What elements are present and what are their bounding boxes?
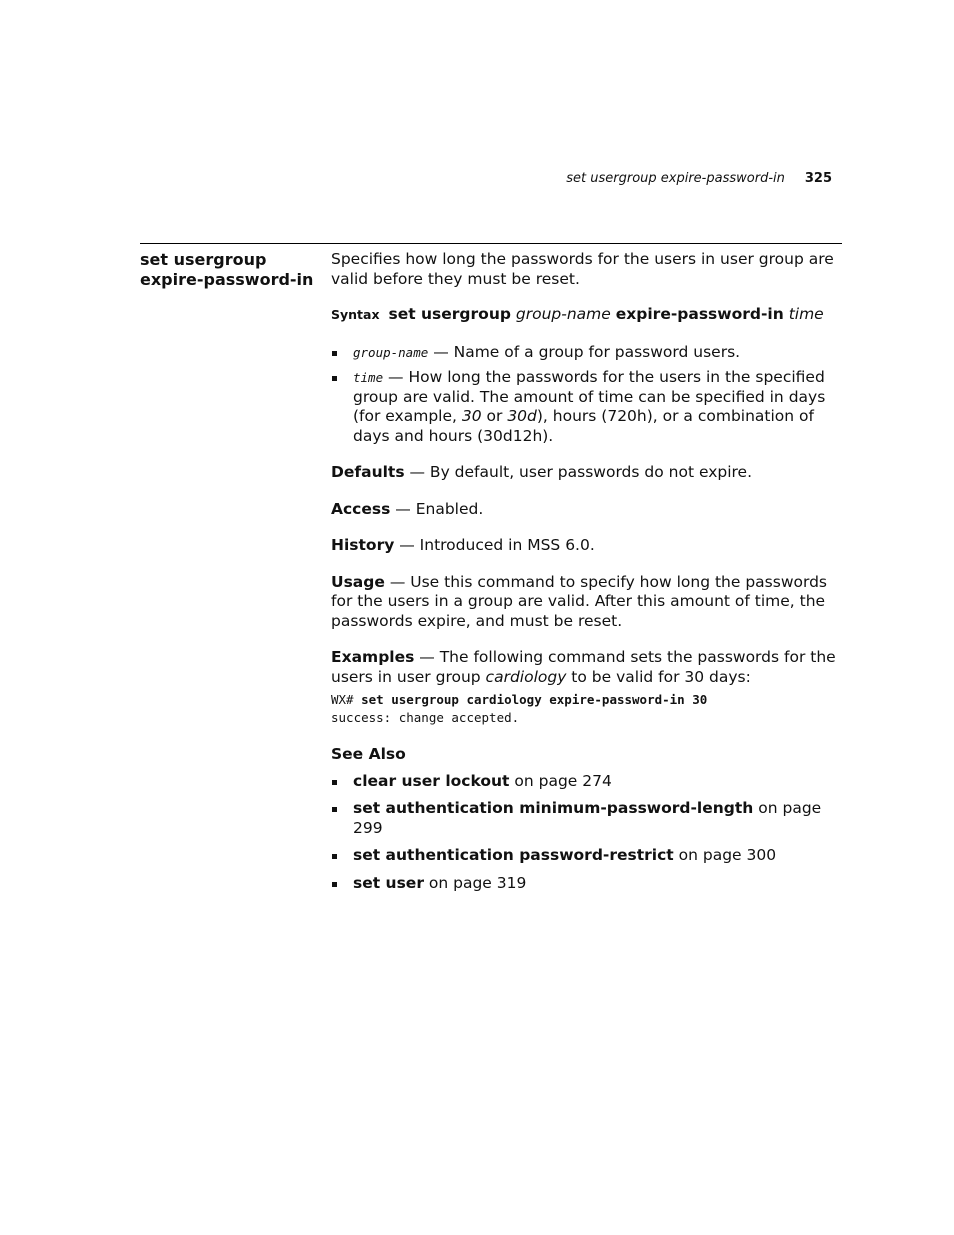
running-header (566, 171, 832, 186)
defaults-section (331, 463, 836, 483)
usage-text: — Use this command to specify how long the passwords for the users in a group are valid. After this amount of time, the passwords expire, and must be reset. (331, 572, 827, 630)
access-text: — Enabled. (390, 499, 484, 518)
param-name: group-name (353, 344, 429, 360)
see-also-link[interactable]: set authentication minimum-password-length (353, 799, 754, 817)
running-header-title: set usergroup expire-password-in (566, 171, 785, 186)
section-rule (140, 243, 842, 244)
examples-text-b: to be valid for 30 days: (566, 667, 751, 686)
param-or: or (481, 407, 508, 425)
command-heading (140, 250, 320, 290)
param-example-1: 30 (461, 407, 482, 425)
examples-group: cardiology (485, 667, 567, 686)
see-also-page: on page 274 (509, 771, 612, 790)
command-body (331, 250, 836, 901)
see-also-heading: See Also (331, 745, 406, 763)
syntax-line (331, 305, 836, 325)
command-heading-line2: expire-password-in (140, 270, 314, 289)
see-also-page: on page 299 (353, 799, 822, 837)
description: Specifies how long the passwords for the users in user group are valid before they must be reset. (331, 250, 834, 288)
syntax-arg2: time (788, 305, 824, 323)
see-also-list (331, 772, 836, 894)
syntax-label: Syntax (331, 307, 380, 322)
history-text: — Introduced in MSS 6.0. (394, 536, 595, 554)
see-also-item[interactable] (331, 874, 836, 894)
syntax-cmd1: set usergroup (388, 305, 511, 323)
parameter-list (331, 343, 836, 447)
command-heading-line1: set usergroup (140, 250, 267, 269)
code-command: set usergroup cardiology expire-password-in 30 (361, 692, 708, 707)
see-also-page: on page 319 (423, 873, 527, 892)
parameter-item (331, 368, 836, 446)
code-command-line (331, 691, 836, 709)
param-desc: — Name of a group for password users. (428, 342, 741, 361)
param-desc-a: — How long the passwords for the users in the specified group are valid. The amount of time can be specified in days (for example, (353, 368, 826, 425)
see-also-link[interactable]: set user (353, 873, 424, 892)
see-also-item[interactable] (331, 772, 836, 792)
param-name: time (353, 370, 384, 385)
syntax-arg1: group-name (515, 305, 611, 323)
param-example-2: 30d (507, 407, 537, 425)
history-label: History (331, 536, 395, 554)
access-section (331, 500, 836, 520)
usage-section (331, 573, 836, 632)
usage-label: Usage (331, 572, 385, 591)
see-also-link[interactable]: set authentication password-restrict (353, 846, 674, 864)
defaults-text: — By default, user passwords do not expire. (404, 463, 753, 481)
param-desc-b: ), hours (720h), or a combination of days and hours (30d12h). (353, 407, 814, 445)
see-also-item[interactable] (331, 799, 836, 838)
examples-label: Examples (331, 648, 415, 666)
page-number: 325 (804, 171, 832, 186)
examples-text-a: — The following command sets the passwords for the users in user group (331, 648, 836, 686)
parameter-item (331, 343, 836, 363)
see-also-item[interactable] (331, 846, 836, 866)
see-also-link[interactable]: clear user lockout (353, 771, 510, 790)
code-output: success: change accepted. (331, 710, 520, 725)
examples-section (331, 648, 836, 687)
access-label: Access (331, 499, 391, 518)
code-prompt: WX# (331, 692, 362, 707)
history-section (331, 536, 836, 556)
defaults-label: Defaults (331, 463, 405, 481)
syntax-cmd2: expire-password-in (615, 305, 784, 323)
see-also-page: on page 300 (673, 846, 777, 864)
code-example (331, 691, 836, 727)
